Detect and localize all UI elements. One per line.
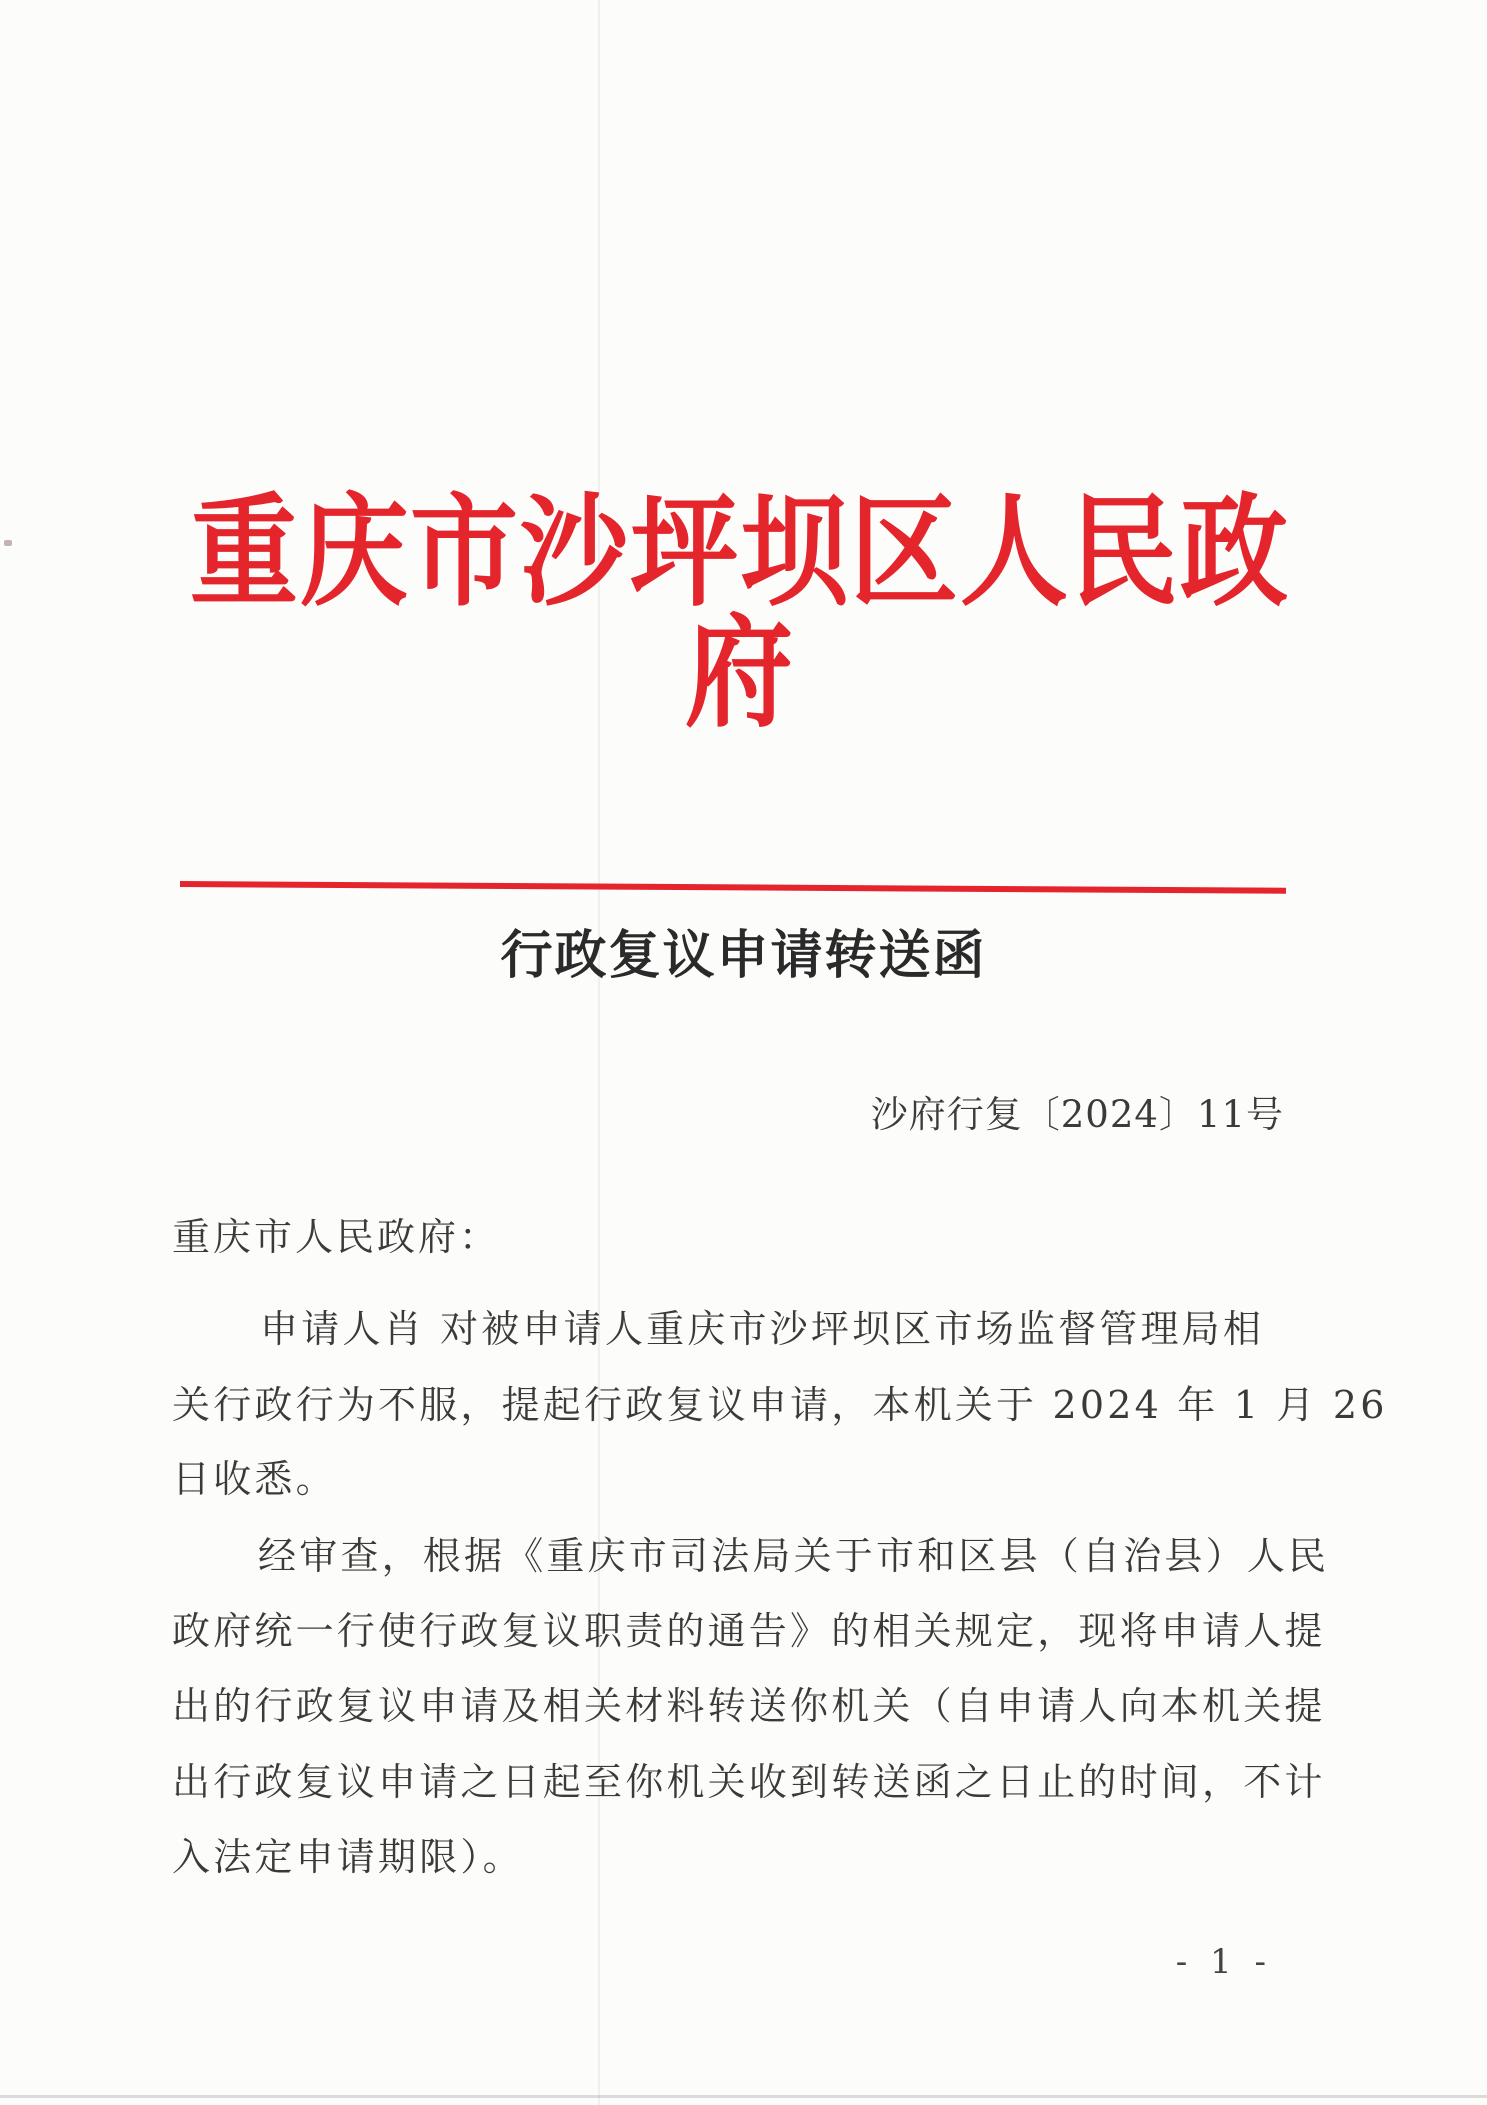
- paragraph-2-line-1: 经审查，根据《重庆市司法局关于市和区县（自治县）人民: [258, 1534, 1330, 1578]
- document-number: 沙府行复〔2024〕11号: [870, 1093, 1284, 1136]
- paragraph-1-line-3: 日收悉。: [172, 1457, 337, 1501]
- paragraph-1-line-2: 关行政行为不服，提起行政复议申请，本机关于 2024 年 1 月 26: [172, 1383, 1388, 1427]
- paragraph-2-line-3: 出的行政复议申请及相关材料转送你机关（自申请人向本机关提: [172, 1684, 1326, 1728]
- document-title: 行政复议申请转送函: [500, 925, 987, 986]
- paragraph-2-line-4: 出行政复议申请之日起至你机关收到转送函之日止的时间，不计: [172, 1760, 1326, 1804]
- addressee: 重庆市人民政府：: [172, 1215, 501, 1259]
- letterhead-agency-name: 重庆市沙坪坝区人民政府: [189, 481, 1290, 745]
- scan-speck: [4, 540, 12, 546]
- paragraph-2-line-5: 入法定申请期限）。: [172, 1835, 524, 1879]
- paragraph-2-line-2: 政府统一行使行政复议职责的通告》的相关规定，现将申请人提: [172, 1609, 1326, 1653]
- scan-bottom-edge: [0, 2095, 1487, 2098]
- paragraph-1-line-1: 申请人肖 对被申请人重庆市沙坪坝区市场监督管理局相: [260, 1307, 1265, 1351]
- letterhead-red-rule: [180, 881, 1286, 894]
- page-number: - 1 -: [1175, 1942, 1272, 1982]
